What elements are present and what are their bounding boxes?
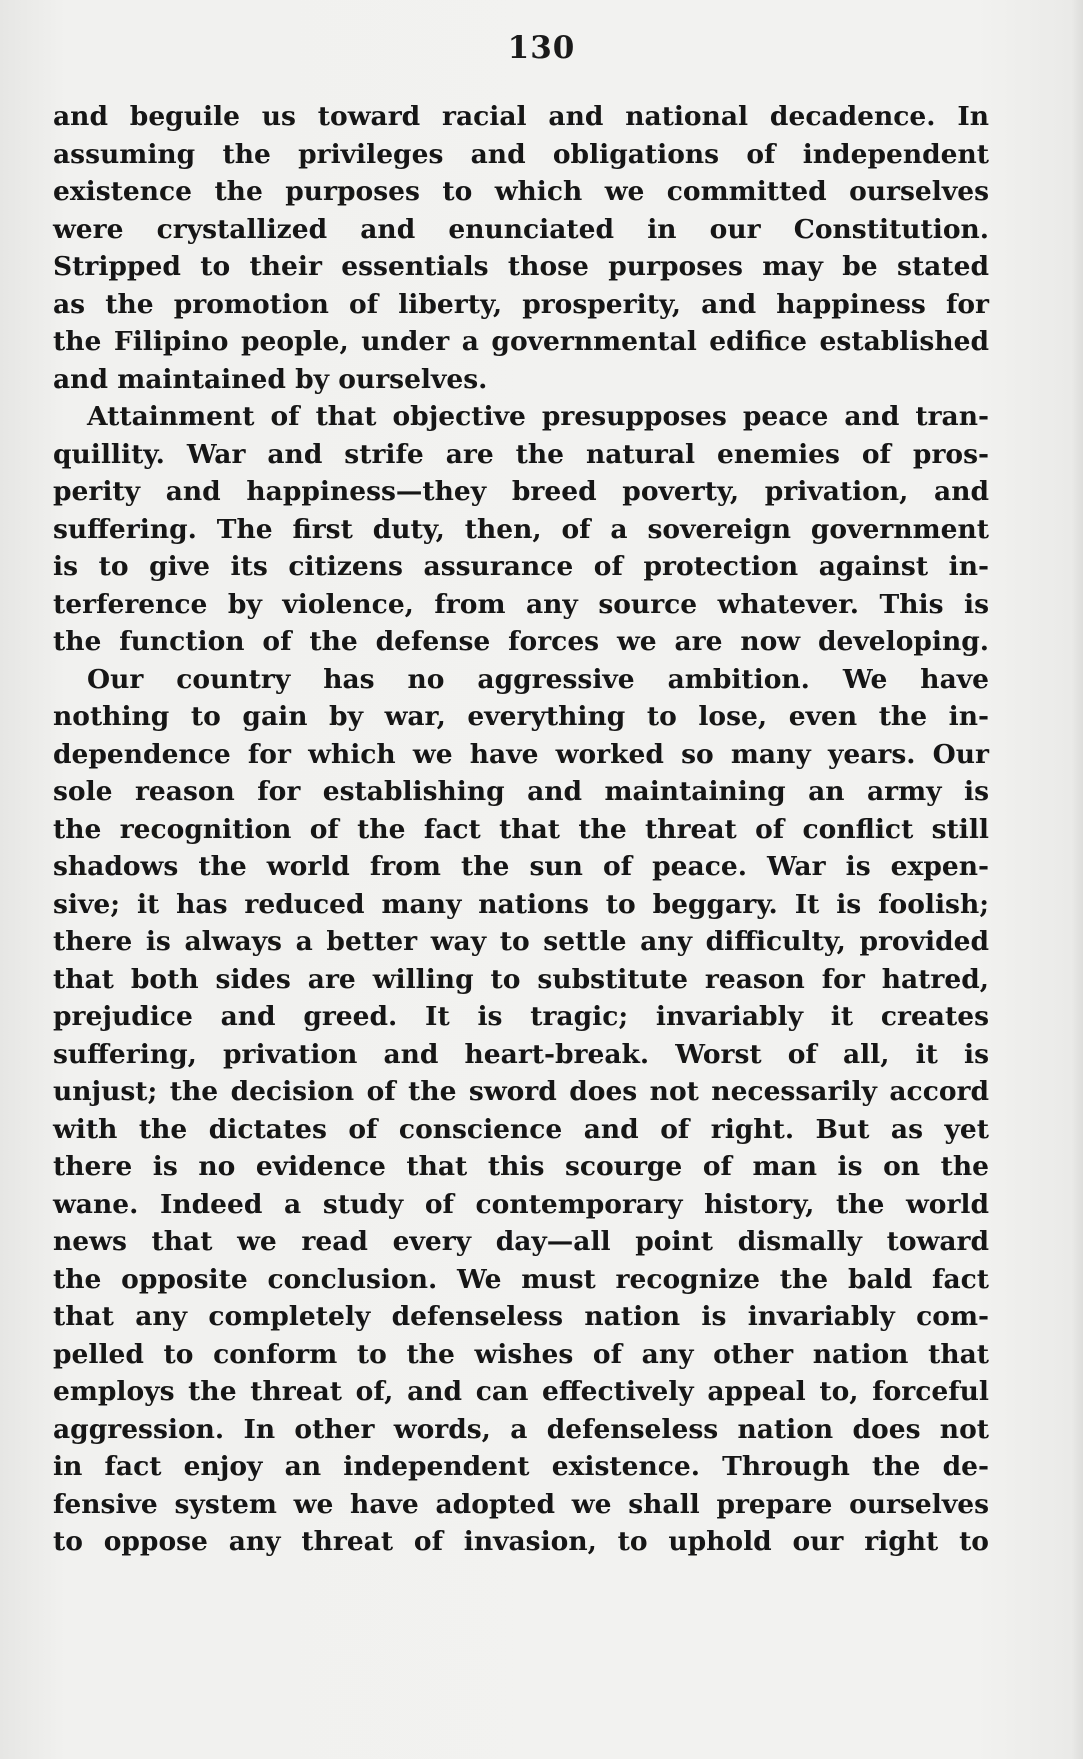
- text-line: the Filipino people, under a governmental edifice established: [53, 326, 989, 357]
- paragraph-2: [53, 398, 989, 661]
- text-line: quillity. War and strife are the natural enemies of pros-: [53, 438, 989, 470]
- text-line: the opposite conclusion. We must recognize the bald fact: [53, 1263, 989, 1295]
- text-line: prejudice and greed. It is tragic; invariably it creates: [53, 1001, 989, 1032]
- text-line: in fact enjoy an independent existence. Through the de-: [53, 1451, 989, 1482]
- text-line: assuming the privileges and obligations of independent: [53, 138, 989, 170]
- text-line: were crystallized and enunciated in our Constitution.: [53, 213, 989, 245]
- text-line: suffering. The first duty, then, of a sovereign government: [53, 513, 989, 545]
- text-line: dependence for which we have worked so many years. Our: [53, 738, 989, 770]
- text-line: Our country has no aggressive ambition. We have: [87, 663, 989, 695]
- text-line: sive; it has reduced many nations to beggary. It is foolish;: [53, 888, 989, 920]
- paragraph-1: [53, 98, 989, 398]
- text-line: the recognition of the fact that the threat of conflict still: [53, 813, 989, 845]
- text-line: and beguile us toward racial and national decadence. In: [53, 101, 989, 132]
- text-line: sole reason for establishing and maintaining an army is: [53, 776, 989, 807]
- text-line: pelled to conform to the wishes of any other nation that: [53, 1338, 989, 1370]
- text-line: terference by violence, from any source whatever. This is: [53, 588, 989, 620]
- text-line: to oppose any threat of invasion, to uphold our right to: [53, 1526, 989, 1557]
- page-number: 130: [507, 30, 576, 66]
- text-line: aggression. In other words, a defenseless nation does not: [53, 1413, 989, 1445]
- text-line: and maintained by ourselves.: [53, 363, 488, 395]
- text-line: there is always a better way to settle any difficulty, provided: [53, 926, 989, 957]
- paragraph-3: [53, 661, 989, 1561]
- text-line: employs the threat of, and can effectively appeal to, forceful: [53, 1376, 989, 1407]
- text-line: Stripped to their essentials those purposes may be stated: [53, 251, 989, 282]
- text-line: as the promotion of liberty, prosperity, and happiness for: [53, 288, 989, 320]
- text-line: fensive system we have adopted we shall prepare ourselves: [53, 1488, 989, 1520]
- text-line: wane. Indeed a study of contemporary history, the world: [53, 1188, 989, 1220]
- text-line: with the dictates of conscience and of right. But as yet: [53, 1113, 989, 1145]
- text-line: there is no evidence that this scourge of man is on the: [53, 1151, 989, 1182]
- text-line: the function of the defense forces we are now developing.: [53, 626, 989, 657]
- text-line: nothing to gain by war, everything to lose, even the in-: [53, 701, 989, 732]
- text-line: unjust; the decision of the sword does not necessarily accord: [53, 1076, 989, 1107]
- text-line: that both sides are willing to substitute reason for hatred,: [53, 963, 989, 995]
- text-line: that any completely defenseless nation is invariably com-: [53, 1301, 989, 1332]
- text-line: perity and happiness—they breed poverty, privation, and: [53, 476, 989, 507]
- body-text: [53, 98, 989, 1561]
- text-line: news that we read every day—all point dismally toward: [53, 1226, 989, 1257]
- text-line: suffering, privation and heart-break. Worst of all, it is: [53, 1038, 989, 1070]
- page-edge-shadow: [1071, 0, 1083, 1759]
- text-line: existence the purposes to which we committed ourselves: [53, 176, 989, 207]
- text-line: shadows the world from the sun of peace. War is expen-: [53, 851, 989, 882]
- text-line: Attainment of that objective presupposes peace and tran-: [87, 401, 989, 432]
- text-line: is to give its citizens assurance of protection against in-: [53, 551, 989, 582]
